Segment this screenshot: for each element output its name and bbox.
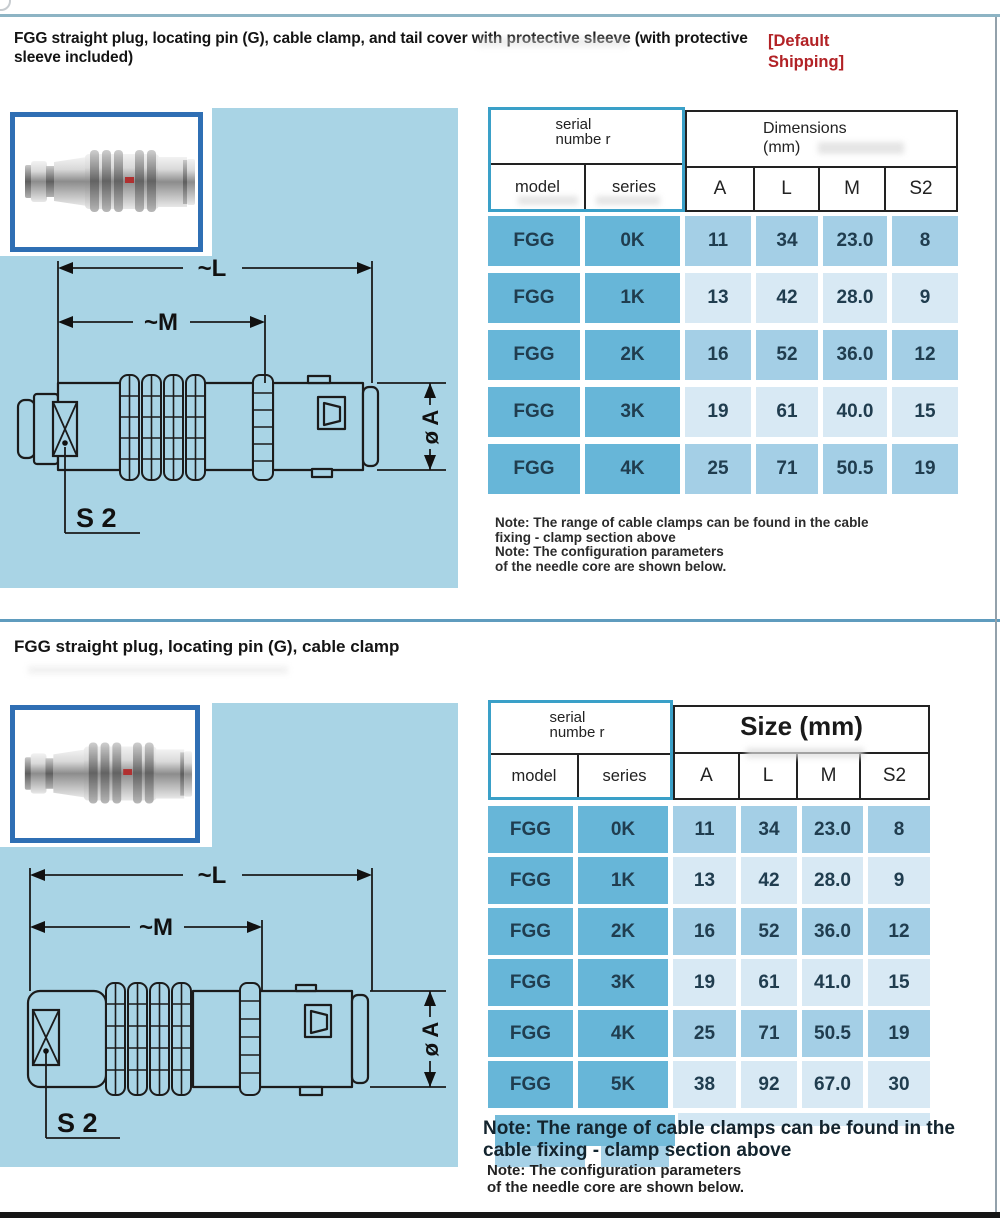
size-header: Size (mm) bbox=[740, 711, 863, 741]
cell-model: FGG bbox=[488, 387, 580, 437]
note-needle-core: Note: The configuration parameters of the needle core are shown below. bbox=[495, 544, 727, 574]
cell-l: 42 bbox=[756, 273, 818, 323]
cell-s2: 15 bbox=[892, 387, 958, 437]
cell-model: FGG bbox=[488, 1010, 573, 1057]
cell-series: 2K bbox=[585, 330, 680, 380]
cell-a: 25 bbox=[685, 444, 751, 494]
product-photo-2 bbox=[10, 705, 200, 843]
cell-series: 5K bbox=[578, 1061, 668, 1108]
page-right-border bbox=[995, 17, 997, 1212]
model-header: model bbox=[491, 755, 579, 797]
cell-s2: 12 bbox=[892, 330, 958, 380]
cell-a: 25 bbox=[673, 1010, 736, 1057]
cell-s2: 19 bbox=[892, 444, 958, 494]
cell-s2: 9 bbox=[892, 273, 958, 323]
note-cable-clamps: Note: The range of cable clamps can be found in the cable fixing - clamp section above bbox=[483, 1118, 955, 1161]
blur-artifact bbox=[746, 748, 864, 758]
cell-l: 61 bbox=[741, 959, 797, 1006]
cell-model: FGG bbox=[488, 857, 573, 904]
cell-series: 0K bbox=[578, 806, 668, 853]
cell-m: 50.5 bbox=[823, 444, 887, 494]
blur-artifact bbox=[596, 196, 660, 205]
cell-m: 28.0 bbox=[823, 273, 887, 323]
technical-drawing-2 bbox=[0, 855, 458, 1170]
cell-model: FGG bbox=[488, 908, 573, 955]
cell-m: 67.0 bbox=[802, 1061, 863, 1108]
cell-m: 36.0 bbox=[823, 330, 887, 380]
cell-l: 71 bbox=[741, 1010, 797, 1057]
cell-a: 38 bbox=[673, 1061, 736, 1108]
cell-series: 2K bbox=[578, 908, 668, 955]
serial-number-header: serial numbe r bbox=[555, 116, 611, 148]
section2-title: FGG straight plug, locating pin (G), cable clamp bbox=[14, 637, 400, 656]
cell-l: 61 bbox=[756, 387, 818, 437]
cell-model: FGG bbox=[488, 1061, 573, 1108]
cell-s2: 9 bbox=[868, 857, 930, 904]
red-mark bbox=[123, 769, 132, 775]
blur-artifact bbox=[478, 37, 628, 47]
product-photo-1 bbox=[10, 112, 203, 252]
dim-label-diameter-A: ø A bbox=[418, 409, 443, 445]
cell-series: 3K bbox=[578, 959, 668, 1006]
section-divider bbox=[0, 619, 1000, 622]
note-needle-core: Note: The configuration parameters of the needle core are shown below. bbox=[487, 1162, 744, 1196]
dimensions-header-box bbox=[685, 110, 958, 212]
cell-a: 16 bbox=[673, 908, 736, 955]
cell-model: FGG bbox=[488, 959, 573, 1006]
dim-label-M: ~M bbox=[143, 309, 179, 336]
note-cable-clamps: Note: The range of cable clamps can be found in the cable fixing - clamp section above bbox=[495, 515, 869, 545]
connector-photo-graphic bbox=[15, 710, 195, 838]
red-mark bbox=[125, 177, 134, 183]
cell-a: 11 bbox=[685, 216, 751, 266]
cell-s2: 19 bbox=[868, 1010, 930, 1057]
corner-arc-decoration bbox=[0, 0, 11, 11]
cell-a: 19 bbox=[685, 387, 751, 437]
blur-artifact bbox=[518, 196, 578, 205]
default-shipping-tag: [Default Shipping] bbox=[768, 32, 845, 71]
cell-s2: 8 bbox=[892, 216, 958, 266]
dim-label-L: ~L bbox=[197, 255, 227, 282]
col-header-s2: S2 bbox=[909, 178, 933, 199]
col-header-l: L bbox=[755, 168, 820, 210]
size-table-2 bbox=[488, 700, 930, 1120]
col-header-l: L bbox=[740, 754, 798, 798]
cell-l: 71 bbox=[756, 444, 818, 494]
cell-a: 11 bbox=[673, 806, 736, 853]
col-header-m: M bbox=[798, 754, 861, 798]
cell-series: 4K bbox=[585, 444, 680, 494]
cell-s2: 15 bbox=[868, 959, 930, 1006]
cell-model: FGG bbox=[488, 806, 573, 853]
dimensions-table-1 bbox=[488, 107, 958, 507]
technical-drawing-1 bbox=[0, 255, 458, 585]
cell-model: FGG bbox=[488, 273, 580, 323]
col-header-s2: S2 bbox=[882, 765, 907, 786]
cell-s2: 12 bbox=[868, 908, 930, 955]
dimensions-header: Dimensions (mm) bbox=[763, 120, 847, 156]
dim-label-L: ~L bbox=[197, 862, 227, 889]
bottom-bar bbox=[0, 1212, 1000, 1218]
cell-l: 34 bbox=[741, 806, 797, 853]
cell-m: 23.0 bbox=[823, 216, 887, 266]
col-header-m: M bbox=[820, 168, 886, 210]
cell-m: 50.5 bbox=[802, 1010, 863, 1057]
section1-notes bbox=[495, 516, 890, 574]
cell-l: 42 bbox=[741, 857, 797, 904]
series-header: series bbox=[602, 766, 647, 785]
cell-m: 41.0 bbox=[802, 959, 863, 1006]
table2-body bbox=[488, 806, 930, 1108]
blur-artifact bbox=[818, 142, 904, 154]
cell-a: 16 bbox=[685, 330, 751, 380]
cell-l: 34 bbox=[756, 216, 818, 266]
col-header-a: A bbox=[687, 168, 755, 210]
dim-label-S2: S 2 bbox=[76, 503, 117, 533]
cell-series: 1K bbox=[578, 857, 668, 904]
cell-a: 13 bbox=[673, 857, 736, 904]
cell-m: 23.0 bbox=[802, 806, 863, 853]
blur-artifact bbox=[28, 666, 288, 674]
serial-number-header-box bbox=[488, 700, 673, 800]
cell-series: 0K bbox=[585, 216, 680, 266]
serial-number-header: serial numbe r bbox=[549, 709, 605, 741]
cell-a: 13 bbox=[685, 273, 751, 323]
cell-l: 52 bbox=[741, 908, 797, 955]
col-header-a: A bbox=[675, 754, 740, 798]
cell-s2: 8 bbox=[868, 806, 930, 853]
dim-label-M: ~M bbox=[138, 914, 174, 941]
dim-label-S2: S 2 bbox=[57, 1108, 98, 1138]
connector-photo-graphic bbox=[15, 117, 198, 247]
cell-model: FGG bbox=[488, 330, 580, 380]
top-divider bbox=[0, 14, 1000, 17]
cell-a: 19 bbox=[673, 959, 736, 1006]
cell-series: 3K bbox=[585, 387, 680, 437]
cell-model: FGG bbox=[488, 444, 580, 494]
cell-m: 28.0 bbox=[802, 857, 863, 904]
table1-body bbox=[488, 216, 958, 494]
cell-l: 52 bbox=[756, 330, 818, 380]
cell-s2: 30 bbox=[868, 1061, 930, 1108]
cell-l: 92 bbox=[741, 1061, 797, 1108]
dim-label-diameter-A: ø A bbox=[418, 1021, 443, 1057]
section1-title: FGG straight plug, locating pin (G), cable clamp, and tail cover with protective sleeve (with protective sleeve included) bbox=[14, 30, 748, 66]
cell-m: 40.0 bbox=[823, 387, 887, 437]
cell-series: 4K bbox=[578, 1010, 668, 1057]
series-header: series bbox=[611, 177, 656, 196]
cell-m: 36.0 bbox=[802, 908, 863, 955]
cell-model: FGG bbox=[488, 216, 580, 266]
cell-series: 1K bbox=[585, 273, 680, 323]
model-header: model bbox=[491, 165, 586, 209]
